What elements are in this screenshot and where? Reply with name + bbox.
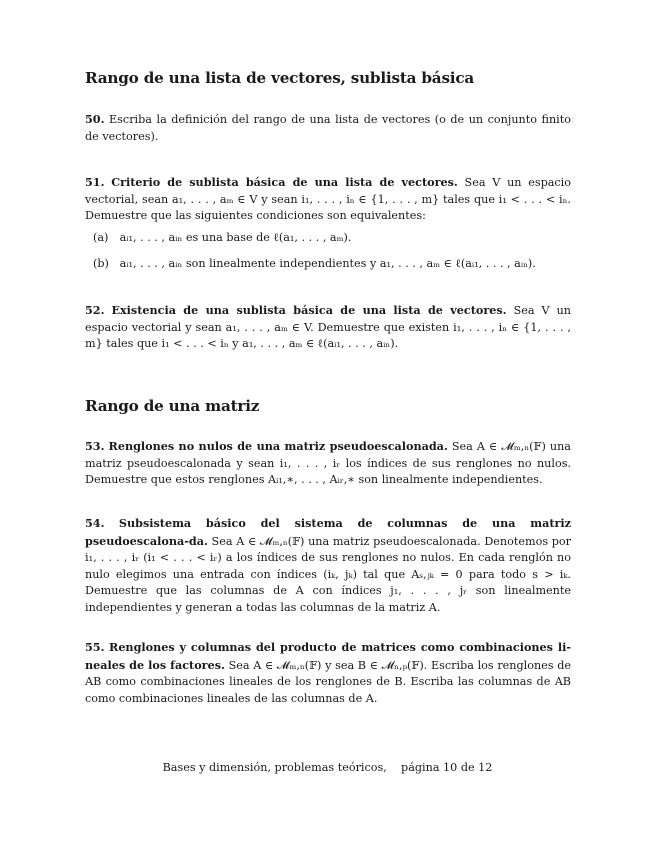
- problem-51: [85, 174, 571, 225]
- condition-label: (a): [93, 231, 109, 244]
- problem-number: 51.: [85, 175, 105, 189]
- problem-52: [85, 302, 571, 353]
- problem-53: [85, 438, 571, 489]
- problem-body: Sea V un espacio vectorial, sean a₁, . . . , aₘ ∈ V y sean i₁, . . . , iₙ ∈ {1, . . . , m} tales que i₁ < . . . < iₙ. Demuestre que las siguientes condiciones son equivalentes:: [85, 176, 571, 223]
- problem-number: 54.: [85, 516, 105, 530]
- section-title-rango-matriz: Rango de una matriz: [85, 397, 260, 415]
- footer-text: Bases y dimensión, problemas teóricos,: [162, 761, 387, 774]
- problem-title: Criterio de sublista básica de una lista de vectores.: [111, 175, 458, 189]
- problem-body: Sea A ∈ 𝓜ₘ,ₙ(𝔽) una matriz pseudoescalonada. Denotemos por i₁, . . . , iᵣ (i₁ < . . . < iᵣ) a los índices de sus renglones no nulos. En cada renglón no nulo elegimos una entrada con índices (iₖ, jₖ) tal que Aₛ,ⱼₖ = 0 para todo s > iₖ. Demuestre que las columnas de A con índices j₁, . . . , jᵣ son linealmente independientes y generan a todas las columnas de la matriz A.: [85, 534, 571, 614]
- problem-body: Escriba la definición del rango de una lista de vectores (o de un conjunto finito de vectores).: [85, 113, 571, 143]
- problem-title: Renglones y columnas del producto de matrices como combinaciones li-neales de los factores.: [85, 640, 571, 672]
- condition-item: [93, 230, 573, 256]
- problem-50: [85, 111, 571, 145]
- problem-body: Sea A ∈ 𝓜ₘ,ₙ(𝔽) una matriz pseudoescalonada y sean i₁, . . . , iᵣ los índices de sus renglones no nulos. Demuestre que estos renglones Aᵢ₁,∗, . . . , Aᵢᵣ,∗ son linealmente independientes.: [85, 440, 571, 487]
- problem-number: 53.: [85, 439, 105, 453]
- page-number: página 10 de 12: [401, 761, 493, 774]
- problem-title: Subsistema básico del sistema de columnas de una matriz pseudoescalona-da.: [85, 516, 571, 548]
- problem-number: 52.: [85, 303, 105, 317]
- condition-text: aᵢ₁, . . . , aᵢₙ es una base de ℓ(a₁, . . . , aₘ).: [119, 231, 352, 244]
- problem-body: Sea A ∈ 𝓜ₘ,ₙ(𝔽) y sea B ∈ 𝓜ₙ,ₚ(𝔽). Escriba los renglones de AB como combinaciones lineales de los renglones de B. Escriba las columnas de AB como combinaciones lineales de las columnas de A.: [85, 658, 571, 705]
- problem-54: [85, 515, 571, 617]
- condition-item: [93, 256, 573, 282]
- problem-55: [85, 639, 571, 707]
- problem-number: 55.: [85, 640, 105, 654]
- problem-body: Sea V un espacio vectorial y sean a₁, . . . , aₘ ∈ V. Demuestre que existen i₁, . . . , iₙ ∈ {1, . . . , m} tales que i₁ < . . . < iₙ y a₁, . . . , aₘ ∈ ℓ(aᵢ₁, . . . , aᵢₙ).: [85, 304, 572, 351]
- problem-51-conditions: [93, 230, 573, 282]
- page-footer: [0, 760, 655, 777]
- condition-label: (b): [93, 257, 109, 270]
- problem-title: Existencia de una sublista básica de una lista de vectores.: [111, 303, 507, 317]
- condition-text: aᵢ₁, . . . , aᵢₙ son linealmente independientes y a₁, . . . , aₘ ∈ ℓ(aᵢ₁, . . . , aᵢₙ).: [119, 257, 536, 270]
- problem-title: Renglones no nulos de una matriz pseudoescalonada.: [108, 439, 448, 453]
- problem-number: 50.: [85, 112, 105, 126]
- section-title-rango-lista: Rango de una lista de vectores, sublista básica: [85, 69, 475, 87]
